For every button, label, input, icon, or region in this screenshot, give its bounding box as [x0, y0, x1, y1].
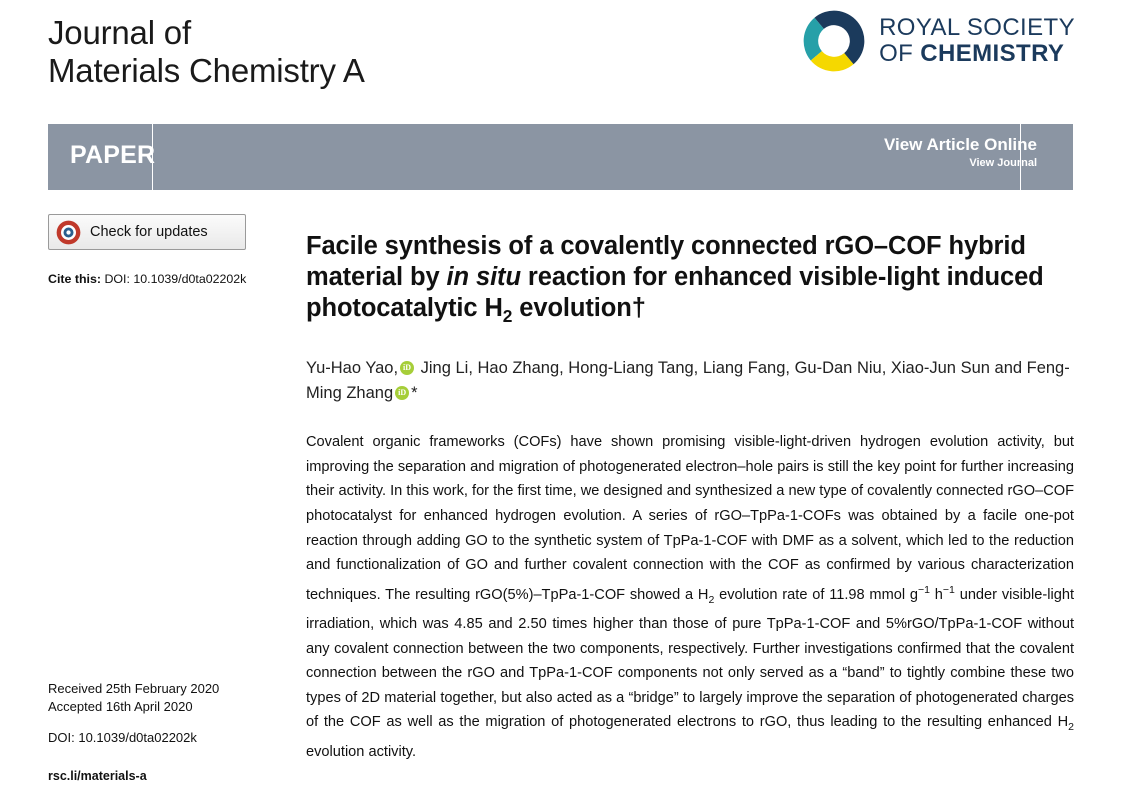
paper-type-banner: [48, 124, 1073, 190]
author-list: [306, 356, 1074, 406]
check-for-updates-label: Check for updates: [90, 224, 208, 240]
article-title-part3: evolution†: [512, 294, 646, 323]
author-first: Yu-Hao Yao,: [306, 359, 399, 378]
journal-title-line1: Journal of: [48, 14, 191, 51]
right-column: [306, 214, 1074, 765]
rsc-wordmark-of: OF: [879, 40, 921, 67]
view-journal-label[interactable]: View Journal: [969, 157, 1037, 169]
rsc-wordmark-chemistry: CHEMISTRY: [920, 40, 1065, 67]
orcid-icon[interactable]: [395, 386, 409, 400]
corresponding-author-mark: *: [411, 384, 418, 403]
journal-title-line2: Materials Chemistry A: [48, 52, 365, 89]
abstract-text: Covalent organic frameworks (COFs) have shown promising visible-light-driven hydrogen evolution activity, but improving the separation and migration of photogenerated electron–hole pairs is still the key point for further increasing their activity. In this work, for the first time, we designed and synthesized a new type of covalently connected rGO–COF photocatalyst for enhanced hydrogen evolution. A series of rGO–TpPa-1-COFs was obtained by a facile one-pot reaction through adding GO to the synthetic system of TpPa-1-COF with DMF as a solvent, which led to the reduction and functionalization of GO and further covalent connection with the COF as confirmed by various characterization techniques. The resulting rGO(5%)–TpPa-1-COF showed a $H_2$ evolution rate of 11.98 mmol $g^{-1}$ $h^{-1}$ under visible-light irradiation, which was 4.85 and 2.50 times higher than those of pure TpPa-1-COF and 5%rGO/TpPa-1-COF without any covalent connection between the two components, respectively. Further investigations confirmed that the covalent connection between the rGO and TpPa-1-COF components not only served as a “band” to tightly combine these two types of 2D material together, but also acted as a “bridge” to largely improve the separation of photogenerated charges of the COF as well as the migration of photogenerated electrons to rGO, thus leading to the resulting enhanced $H_2$ evolution activity.: [306, 434, 1075, 760]
masthead: [0, 0, 1121, 112]
paper-type-label: PAPER: [70, 141, 156, 169]
article-title-part1: Facile synthesis of a covalently connected rGO–COF hybrid material by: [306, 232, 1026, 292]
article-title-subscript: 2: [502, 306, 513, 327]
article-title-part2: reaction for enhanced visible-light induced photocatalytic H: [306, 263, 1044, 323]
accepted-date: Accepted 16th April 2020: [48, 699, 193, 714]
view-article-online-label[interactable]: View Article Online: [883, 135, 1037, 154]
article-title-italic: in situ: [446, 263, 521, 292]
rsc-logo: [801, 8, 1075, 74]
check-for-updates-button[interactable]: [48, 214, 246, 250]
rsc-circle-logo-icon: [801, 8, 867, 74]
received-accepted-dates: [48, 680, 219, 716]
journal-website[interactable]: rsc.li/materials-a: [48, 769, 147, 783]
article-title: [306, 231, 1074, 332]
doi-text: DOI: 10.1039/d0ta02202k: [48, 730, 197, 745]
view-article-online[interactable]: [884, 134, 1037, 170]
crossmark-icon: [56, 220, 81, 245]
cite-this-value: DOI: 10.1039/d0ta02202k: [104, 272, 247, 286]
rsc-wordmark-line2: [879, 41, 1075, 67]
authors-rest: Jing Li, Hao Zhang, Hong-Liang Tang, Liang Fang, Gu-Dan Niu, Xiao-Jun Sun and Feng-Ming Zhang: [306, 359, 1070, 403]
orcid-icon[interactable]: [400, 361, 414, 375]
journal-title: [48, 14, 365, 90]
rsc-wordmark-line1: ROYAL SOCIETY: [879, 14, 1075, 42]
cite-this-prefix: Cite this:: [48, 272, 102, 286]
left-column: [48, 214, 258, 287]
cite-this: [48, 271, 258, 287]
abstract: [306, 430, 1074, 764]
rsc-wordmark: [879, 15, 1075, 67]
received-date: Received 25th February 2020: [48, 681, 220, 696]
